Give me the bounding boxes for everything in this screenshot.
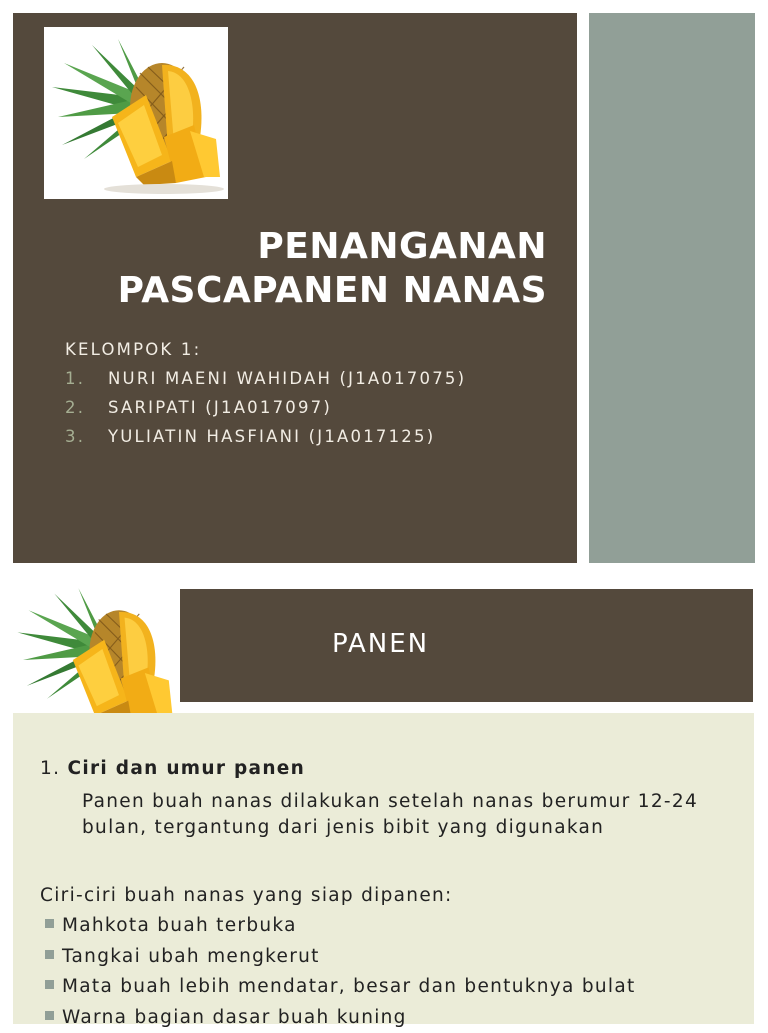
square-bullet-icon <box>45 950 54 959</box>
square-bullet-icon <box>45 1011 54 1020</box>
bullet-item <box>40 972 734 1003</box>
member-name: NURI MAENI WAHIDAH (J1A017075) <box>108 369 466 388</box>
member-number: 3. <box>65 422 108 451</box>
square-bullet-icon <box>45 980 54 989</box>
group-label: KELOMPOK 1: <box>65 335 466 364</box>
bullet-text: Mahkota buah terbuka <box>62 915 297 936</box>
member-item <box>65 422 466 451</box>
pineapple-image <box>44 27 228 199</box>
bullet-item <box>40 942 734 973</box>
content-panel <box>13 713 754 1024</box>
slide-title <box>13 225 577 313</box>
bullet-text: Tangkai ubah mengkerut <box>62 946 320 967</box>
bullet-item <box>40 911 734 942</box>
pineapple-image <box>10 577 180 720</box>
bullet-item <box>40 1003 734 1033</box>
title-line-1: PENANGANAN <box>13 225 547 269</box>
section-heading: PANEN <box>332 624 429 664</box>
item-number: 1. <box>40 758 60 779</box>
square-bullet-icon <box>45 919 54 928</box>
item-title: Ciri dan umur panen <box>67 758 305 779</box>
member-item <box>65 393 466 422</box>
bullet-text: Warna bagian dasar buah kuning <box>62 1007 407 1028</box>
side-panel <box>589 13 755 563</box>
section-header <box>180 589 753 702</box>
group-members <box>65 335 466 451</box>
list-item-heading <box>40 755 734 783</box>
paragraph: Panen buah nanas dilakukan setelah nanas berumur 12-24 bulan, tergantung dari jenis bibit yang digunakan <box>40 789 734 841</box>
member-number: 1. <box>65 364 108 393</box>
title-line-2: PASCAPANEN NANAS <box>13 269 547 313</box>
member-number: 2. <box>65 393 108 422</box>
member-item <box>65 364 466 393</box>
member-name: YULIATIN HASFIANI (J1A017125) <box>108 427 435 446</box>
content-body <box>40 755 734 1033</box>
member-name: SARIPATI (J1A017097) <box>108 398 332 417</box>
bullet-text: Mata buah lebih mendatar, besar dan bentuknya bulat <box>62 976 636 997</box>
criteria-lead: Ciri-ciri buah nanas yang siap dipanen: <box>40 881 734 911</box>
